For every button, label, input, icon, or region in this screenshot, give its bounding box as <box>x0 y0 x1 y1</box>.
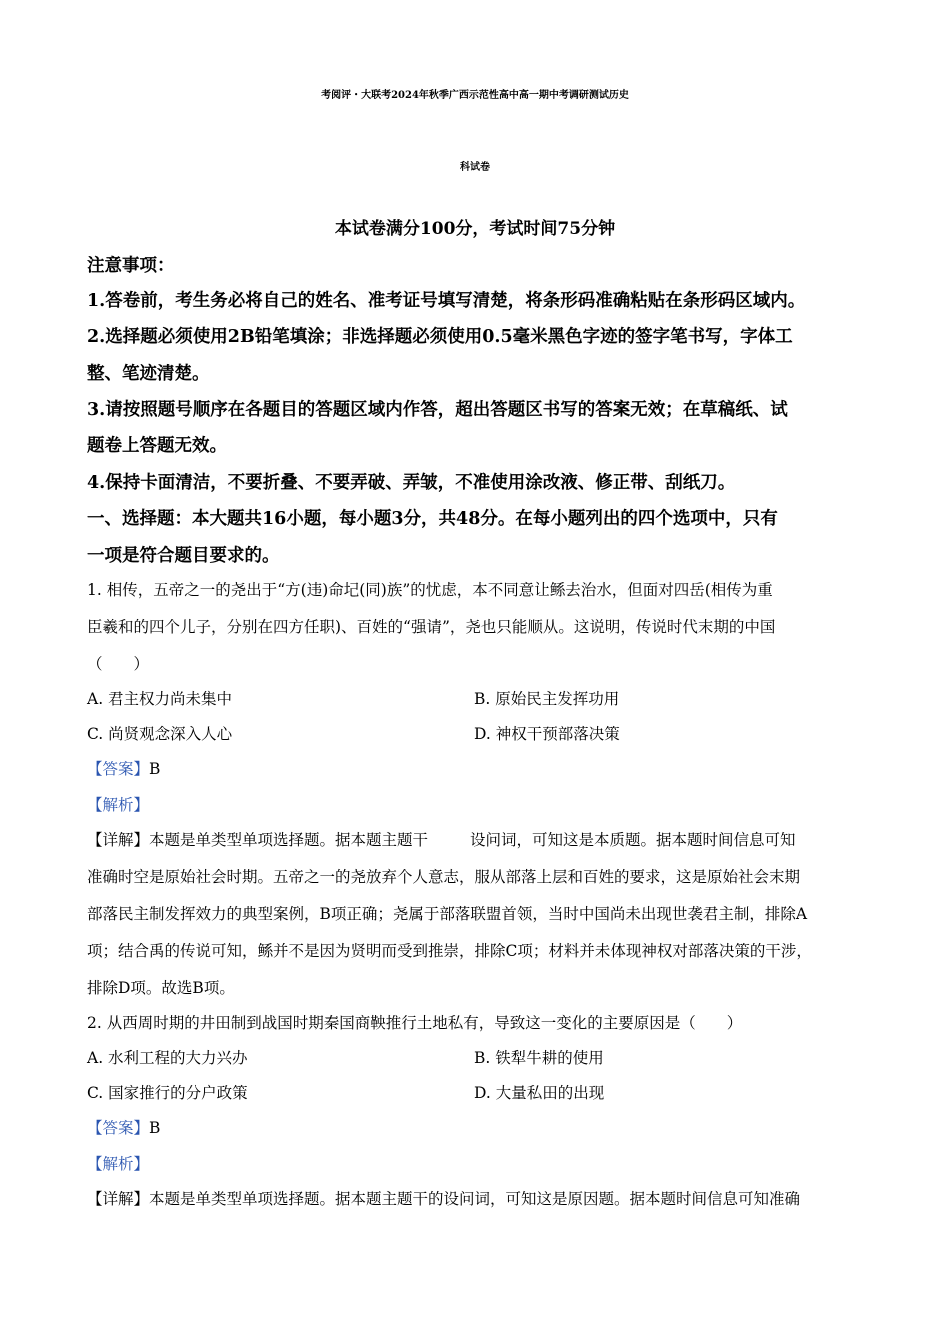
q2-detail-line1 <box>87 1187 800 1209</box>
q1-detail-line1 <box>87 828 796 850</box>
q1-detail-line5: 排除D项。故选B项。 <box>87 979 235 997</box>
q2-option-b: B. 铁犁牛耕的使用 <box>474 1049 604 1067</box>
q2-analysis-label: 【解析】 <box>87 1155 150 1173</box>
section1-heading-line1: 一、选择题：本大题共16小题，每小题3分，共48分。在每小题列出的四个选项中，只有 <box>87 509 778 529</box>
q1-analysis <box>87 793 149 815</box>
notice-heading: 注意事项： <box>87 256 175 276</box>
q1-detail-line2: 准确时空是原始社会时期。五帝之一的尧放弃个人意志，服从部落上层和百姓的要求，这是原始社会末期 <box>87 868 801 886</box>
q1-option-c: C. 尚贤观念深入人心 <box>87 725 233 743</box>
q1-stem-line1: 1. 相传，五帝之一的尧出于“方(违)命圮(同)族”的忧虑，本不同意让鲧去治水，但面对四岳(相传为重 <box>87 581 773 599</box>
doc-title-line2: 科试卷 <box>460 162 490 173</box>
q2-detail-line1-text: 本题是单类型单项选择题。据本题主题干的设问词，可知这是原因题。据本题时间信息可知准确 <box>149 1190 801 1208</box>
q2-detail-label: 【详解】 <box>87 1190 150 1208</box>
notice-item-2-line1: 2.选择题必须使用2B铅笔填涂；非选择题必须使用0.5毫米黑色字迹的签字笔书写，字体工 <box>87 327 793 347</box>
q1-option-b: B. 原始民主发挥功用 <box>474 690 620 708</box>
q1-analysis-label: 【解析】 <box>87 796 150 814</box>
q2-answer-label: 【答案】 <box>87 1119 150 1137</box>
q2-analysis <box>87 1152 149 1174</box>
notice-item-1: 1.答卷前，考生务必将自己的姓名、准考证号填写清楚，将条形码准确粘贴在条形码区域内。 <box>87 291 806 311</box>
q1-detail-label: 【详解】 <box>87 831 150 849</box>
q2-answer-value: B <box>149 1119 161 1137</box>
q1-answer-value: B <box>149 760 161 778</box>
q2-option-d: D. 大量私田的出现 <box>474 1084 605 1102</box>
q1-option-d: D. 神权干预部落决策 <box>474 725 620 743</box>
q1-detail-line1-a: 本题是单类型单项选择题。据本题主题干 <box>149 831 429 849</box>
q1-stem-line3: （ ） <box>87 655 150 673</box>
q2-option-c: C. 国家推行的分户政策 <box>87 1084 248 1102</box>
doc-title-line1: 考阅评・大联考2024年秋季广西示范性高中高一期中考调研测试历史 <box>321 90 629 101</box>
q2-option-a: A. 水利工程的大力兴办 <box>87 1049 248 1067</box>
q1-option-a: A. 君主权力尚未集中 <box>87 690 233 708</box>
q2-stem-line1: 2. 从西周时期的井田制到战国时期秦国商鞅推行土地私有，导致这一变化的主要原因是（ ） <box>87 1014 743 1032</box>
q1-answer-label: 【答案】 <box>87 760 150 778</box>
notice-item-3-line1: 3.请按照题号顺序在各题目的答题区域内作答，超出答题区书写的答案无效；在草稿纸、试 <box>87 400 788 420</box>
q2-answer <box>87 1116 160 1138</box>
doc-subtitle: 本试卷满分100分，考试时间75分钟 <box>334 219 616 239</box>
notice-item-2-line2: 整、笔迹清楚。 <box>87 364 210 384</box>
notice-item-3-line2: 题卷上答题无效。 <box>87 436 227 456</box>
notice-item-4: 4.保持卡面清洁，不要折叠、不要弄破、弄皱，不准使用涂改液、修正带、刮纸刀。 <box>87 473 736 493</box>
q1-detail-line4: 项；结合禹的传说可知，鲧并不是因为贤明而受到推崇，排除C项；材料并未体现神权对部落决策的干涉， <box>87 942 812 960</box>
q1-answer <box>87 757 160 779</box>
q1-detail-line1-b: 设问词，可知这是本质题。据本题时间信息可知 <box>470 831 796 849</box>
q1-stem-line2: 臣羲和的四个儿子，分别在四方任职)、百姓的“强请”，尧也只能顺从。这说明，传说时代末期的中国 <box>87 618 776 636</box>
section1-heading-line2: 一项是符合题目要求的。 <box>87 546 280 566</box>
q1-detail-line3: 部落民主制发挥效力的典型案例，B项正确；尧属于部落联盟首领，当时中国尚未出现世袭君主制，排除A <box>87 905 808 923</box>
